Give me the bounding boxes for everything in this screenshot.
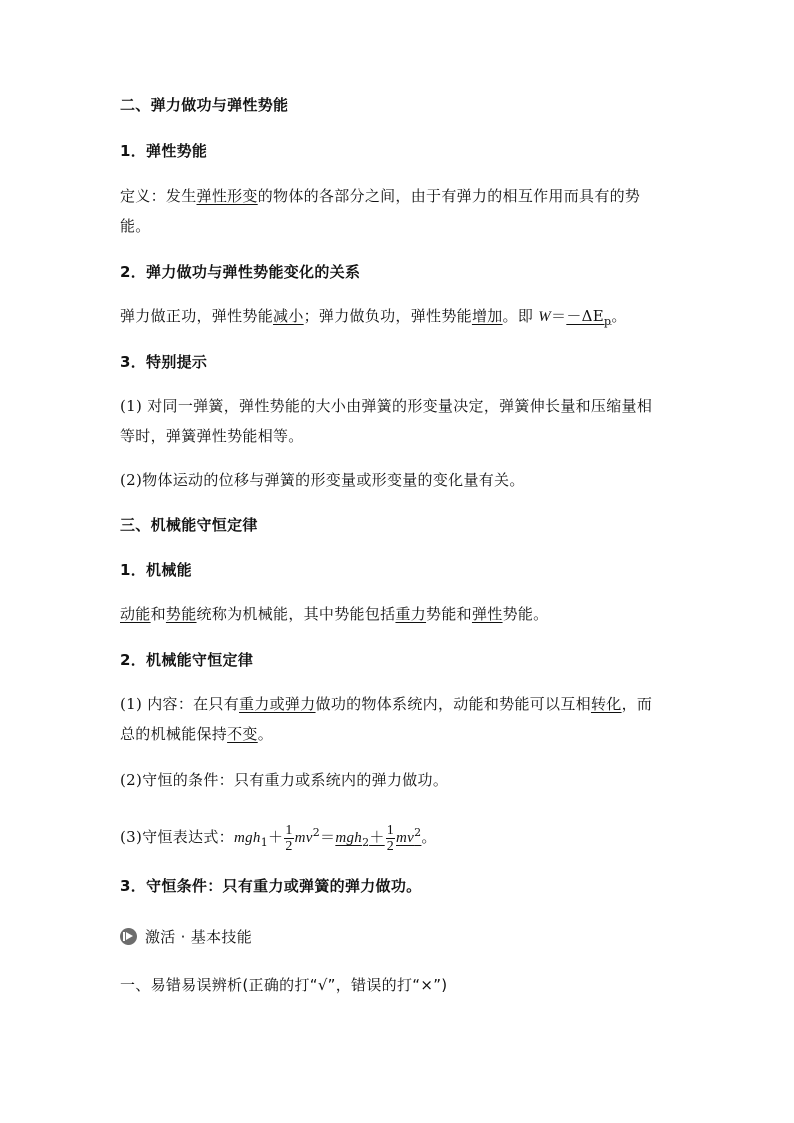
definition-line-2: 能。 xyxy=(120,217,151,235)
fill-blank-kinetic: 动能 xyxy=(120,605,151,623)
text: 。即 xyxy=(502,307,539,325)
heading-conservation-law: 2．机械能守恒定律 xyxy=(120,651,254,669)
text: ，而 xyxy=(621,695,653,713)
fill-blank-gravity-or-elastic: 重力或弹力 xyxy=(239,695,316,713)
formula-mgh1: mgh xyxy=(233,830,261,846)
play-circle-icon xyxy=(120,928,137,945)
denominator: 2 xyxy=(386,838,395,854)
text: (3)守恒表达式： xyxy=(120,828,234,846)
fill-blank-elastic: 弹性 xyxy=(471,605,503,623)
text: 。 xyxy=(611,307,627,325)
formula-mgh2: mgh xyxy=(335,830,363,846)
text: 的物体的各部分之间，由于有弹力的相互作用而具有的势 xyxy=(257,187,641,205)
formula-W: W xyxy=(538,309,552,325)
text: 势能和 xyxy=(426,605,472,623)
text: 做功的物体系统内，动能和势能可以互相 xyxy=(315,695,591,713)
subscript-1: 1 xyxy=(260,836,268,849)
fill-blank-increase: 增加 xyxy=(471,307,503,325)
activate-skills-header xyxy=(120,927,252,947)
text: 。 xyxy=(257,725,274,743)
subscript-2: 2 xyxy=(362,836,370,849)
equals-sign: ＝ xyxy=(551,307,567,325)
law-content-line-1 xyxy=(120,694,652,714)
heading-conservation-condition: 3．守恒条件：只有重力或弹簧的弹力做功。 xyxy=(120,877,422,895)
definition-line-1 xyxy=(120,186,640,206)
note-2: (2)物体运动的位移与弹簧的形变量或形变量的变化量有关。 xyxy=(120,471,525,489)
conservation-expression xyxy=(120,818,437,858)
fill-blank-decrease: 减小 xyxy=(273,307,304,325)
plus-sign: ＋ xyxy=(268,828,284,846)
fill-blank-transform: 转化 xyxy=(590,695,622,713)
text: 统称为机械能，其中势能包括 xyxy=(196,605,396,623)
text: 总的机械能保持 xyxy=(120,725,228,743)
text: 。 xyxy=(421,828,437,846)
law-content-line-2 xyxy=(120,724,273,744)
fraction-half xyxy=(386,823,395,854)
fill-blank-gravity: 重力 xyxy=(395,605,427,623)
fill-blank-delta-ep xyxy=(566,307,612,328)
note-1-line-2: 等时，弹簧弹性势能相等。 xyxy=(120,427,304,445)
superscript-2: 2 xyxy=(312,826,321,839)
quiz-section-title: 一、易错易误辨析(正确的打“√”，错误的打“×”) xyxy=(120,976,448,994)
text: 定义：发生 xyxy=(120,187,197,205)
relation-line xyxy=(120,306,627,332)
fill-blank-potential: 势能 xyxy=(165,605,197,623)
formula-mv: mv xyxy=(396,830,415,846)
fill-blank-unchanged: 不变 xyxy=(227,725,258,743)
fraction-half xyxy=(284,823,293,854)
superscript-2: 2 xyxy=(414,826,422,839)
text: 势能。 xyxy=(502,605,549,623)
plus-sign: ＋ xyxy=(369,828,385,846)
text: 和 xyxy=(150,605,166,623)
fill-blank-elastic-deformation: 弹性形变 xyxy=(196,187,258,205)
fill-blank-right-side xyxy=(335,822,422,854)
section-title-elastic-work: 二、弹力做功与弹性势能 xyxy=(120,96,289,114)
conservation-condition: (2)守恒的条件：只有重力或系统内的弹力做功。 xyxy=(120,771,449,789)
subscript-p: p xyxy=(604,315,612,328)
heading-mechanical-energy: 1．机械能 xyxy=(120,561,192,579)
text: ；弹力做负功，弹性势能 xyxy=(303,307,472,325)
formula-mv: mv xyxy=(294,830,313,846)
text: 弹力做正功，弹性势能 xyxy=(120,307,274,325)
delta-e: －ΔE xyxy=(566,307,605,325)
heading-elastic-potential-energy: 1．弹性势能 xyxy=(120,142,208,160)
note-1-line-1: (1) 对同一弹簧，弹性势能的大小由弹簧的形变量决定，弹簧伸长量和压缩量相 xyxy=(120,397,653,415)
numerator: 1 xyxy=(386,822,395,838)
activate-skills-title: 激活 · 基本技能 xyxy=(145,928,253,946)
numerator: 1 xyxy=(285,822,293,838)
equals-sign: ＝ xyxy=(320,828,336,846)
mechanical-energy-definition xyxy=(120,604,548,624)
heading-special-notes: 3．特别提示 xyxy=(120,353,208,371)
section-title-conservation: 三、机械能守恒定律 xyxy=(120,516,258,534)
heading-work-energy-relation: 2．弹力做功与弹性势能变化的关系 xyxy=(120,263,361,281)
denominator: 2 xyxy=(285,838,293,854)
text: (1) 内容：在只有 xyxy=(120,695,240,713)
